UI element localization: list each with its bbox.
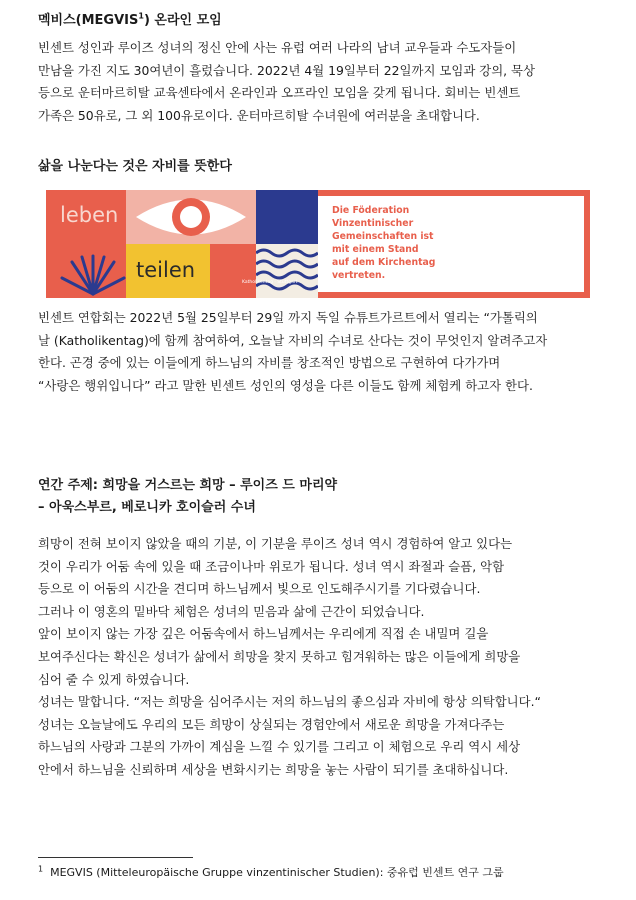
paragraph-megvis [38,37,608,127]
text-line: 성녀는 오늘날에도 우리의 모든 희망이 상실되는 경험안에서 새로운 희망을 가져다주는 [38,716,505,732]
banner-text-line: mit einem Stand [332,244,419,255]
text-line: 등으로 운터마르히탈 교육센타에서 온라인과 오프라인 모임을 갖게 됩니다. 회비는 빈센트 [38,85,521,101]
text-line: 하느님의 사랑과 그분의 가까이 계심을 느낄 수 있기를 그리고 이 체험으로 우리 역시 세상 [38,739,521,755]
text-line: 빈센트 연합회는 2022년 5월 25일부터 29일 까지 독일 슈튜트가르트에서 열리는 “가톨릭의 [38,310,538,325]
section-heading-megvis [38,12,222,30]
banner-text-line: auf dem Kirchentag [332,257,436,268]
text-line: 등으로 이 어둠의 시간을 견디며 하느님께서 빛으로 인도해주시기를 기다렸습니다. [38,581,481,597]
banner-text-line: Gemeinschaften ist [332,231,434,242]
text-line: 그러나 이 영혼의 밑바닥 체험은 성녀의 믿음과 삶에 근간이 되었습니다. [38,603,425,619]
banner-word-leben: leben [60,203,119,227]
heading-text-end: ) 온라인 모임 [143,13,222,28]
heading-text: 멕비스(MEGVIS [38,13,139,28]
section-heading-author: – 아욱스부르, 베로니카 호이슬러 수녀 [38,500,256,515]
section-heading-annual-theme: 연간 주제: 희망을 거스르는 희망 – 루이즈 드 마리약 [38,478,338,493]
footnote-ref: 1 [138,11,144,21]
text-line: “사랑은 행위입니다” 라고 말한 빈센트 성인의 영성을 다른 이들도 함께 체험케 하고자 한다. [38,377,533,393]
cross-block [210,244,256,298]
text-line: 희망이 전혀 보이지 않았을 때의 기분, 이 기분을 루이즈 성녀 역시 경험하여 알고 있다는 [38,536,513,551]
text-line: 것이 우리가 어둠 속에 있을 때 조금이나마 위로가 됩니다. 성녀 역시 좌절과 슬픔, 악함 [38,558,505,574]
text-line: 앞이 보이지 않는 가장 깊은 어둠속에서 하느님께서는 우리에게 직접 손 내밀며 길을 [38,626,489,642]
text-line: 보여주신다는 확신은 성녀가 삶에서 희망을 찾지 못하고 힘겨워하는 많은 이들에게 희망을 [38,648,521,664]
banner-teilen-block [126,244,210,298]
waves-icon [256,244,318,298]
footnote-text: MEGVIS (Mitteleuropäische Gruppe vinzentinischer Studien): 중유럽 빈센트 연구 그룹 [50,866,504,879]
banner-text-line: vertreten. [332,270,386,281]
text-line: 심어 줄 수 있게 하였습니다. [38,671,190,687]
footnote [38,865,504,881]
section-heading-sharing: 삶을 나눈다는 것은 자비를 뜻한다 [38,159,232,174]
sun-rays-icon [58,248,128,296]
text-line: 만남을 가진 지도 30여년이 흘렀습니다. 2022년 4월 19일부터 22일까지 모임과 강의, 묵상 [38,62,535,78]
banner-text-line: Vinzentinischer [332,218,414,229]
blue-block [256,190,318,244]
footnote-divider [38,857,193,858]
paragraph-katholikentag [38,307,608,397]
footnote-marker: 1 [38,864,44,874]
paragraph-hope [38,533,608,782]
banner-text [332,204,435,282]
katholikentag-logo: Katholikentag · Stuttgart [242,280,298,285]
text-line: 빈센트 성인과 루이즈 성녀의 정신 안에 사는 유럽 여러 나라의 남녀 교우들과 수도자들이 [38,40,517,55]
text-line: 성녀는 말합니다. “저는 희망을 심어주시는 저의 하느님의 좋으심과 자비에 항상 의탁합니다.“ [38,694,541,710]
katholikentag-banner [46,190,590,298]
banner-word-teilen: teilen [136,258,196,282]
text-line: 한다. 곤경 중에 있는 이들에게 하느님의 자비를 창조적인 방법으로 구현하여 다가가며 [38,355,501,371]
banner-leben-block [46,190,126,244]
banner-text-line: Die Föderation [332,205,410,216]
text-line: 안에서 하느님을 신뢰하며 세상을 변화시키는 희망을 놓는 사람이 되기를 초대하십니다. [38,761,509,777]
eye-graphic-icon [126,190,256,244]
text-line: 날 (Katholikentag)에 함께 참여하여, 오늘날 자비의 수녀로 산다는 것이 무엇인지 알려주고자 [38,332,548,348]
text-line: 가족은 50유로, 그 외 100유로이다. 운터마르히탈 수녀원에 여러분을 초대합니다. [38,107,480,123]
